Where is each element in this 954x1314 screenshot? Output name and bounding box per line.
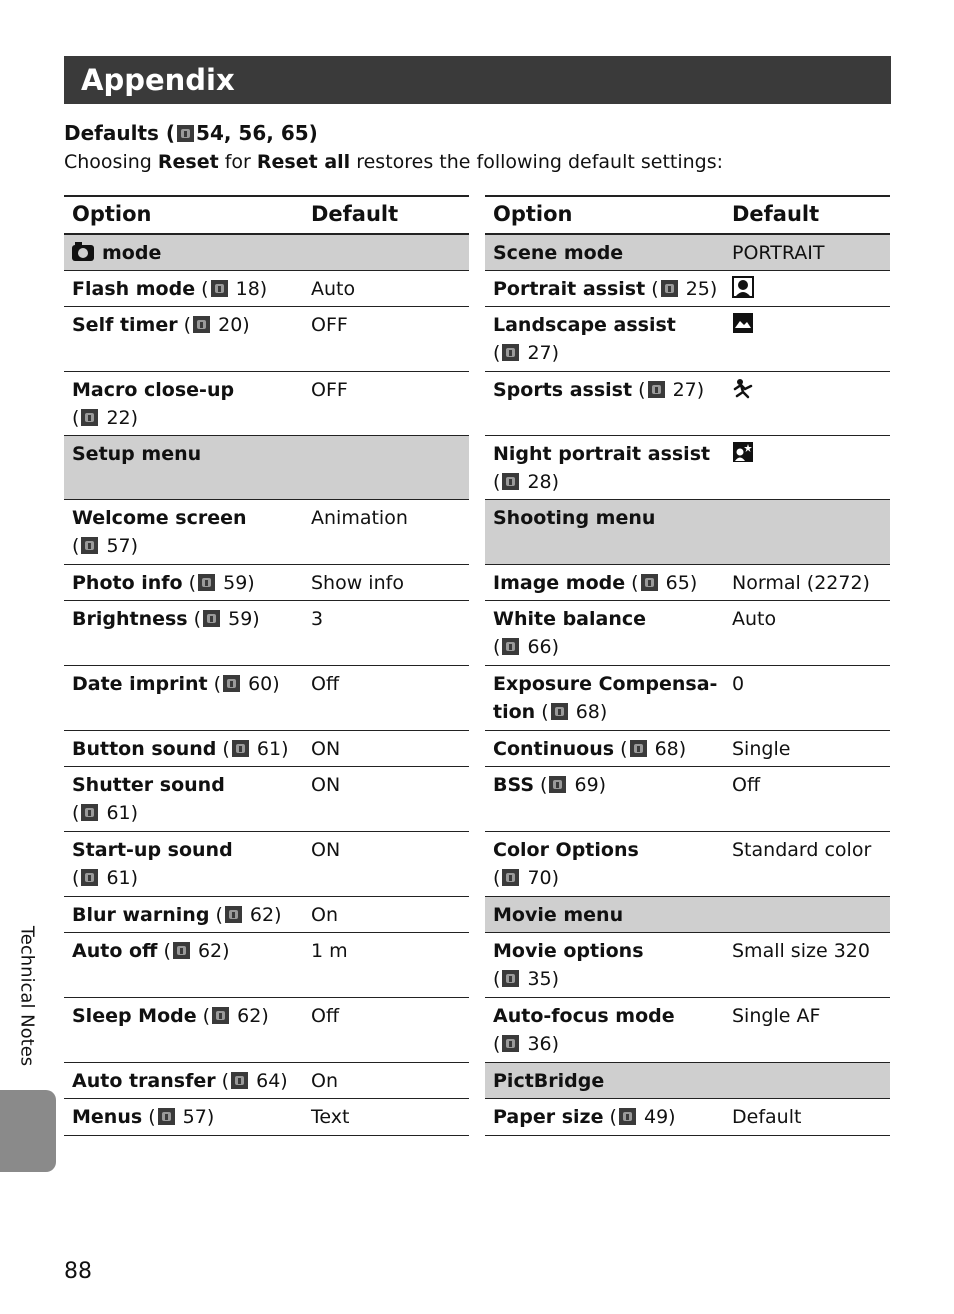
reference-icon <box>502 970 519 987</box>
table-row: Welcome screen ( 57) Animation <box>64 500 469 565</box>
table-row: Sports assist ( 27) <box>485 372 890 436</box>
intro-reset-all: Reset all <box>256 151 351 173</box>
default-value: Off <box>311 1005 340 1027</box>
table-row: Flash mode ( 18) Auto <box>64 271 469 307</box>
default-value: ON <box>311 839 341 861</box>
table-row: Macro close-up ( 22) OFF <box>64 372 469 436</box>
option-ref: 61) <box>256 738 289 760</box>
option-name: Image mode <box>493 572 626 594</box>
default-value: Off <box>732 774 761 796</box>
reference-icon <box>551 703 568 720</box>
portrait-assist-icon <box>732 276 754 298</box>
table-header <box>64 195 469 235</box>
reference-icon <box>193 316 210 333</box>
table-row: Auto-focus mode ( 36) Single AF <box>485 998 890 1063</box>
defaults-heading-label: Defaults ( <box>64 121 176 145</box>
option-name: Welcome screen <box>72 507 247 529</box>
option-ref: 61) <box>106 867 139 889</box>
reference-icon <box>173 942 190 959</box>
option-name: Exposure Compensa- <box>493 673 718 695</box>
intro-pre: Choosing <box>64 151 158 173</box>
default-value: Single AF <box>732 1005 821 1027</box>
reference-icon <box>81 537 98 554</box>
option-ref: 66) <box>527 636 560 658</box>
camera-icon <box>72 245 94 261</box>
table-row: Movie options ( 35) Small size 320 <box>485 933 890 998</box>
option-ref: 59) <box>228 608 260 630</box>
reference-icon <box>630 740 647 757</box>
reference-icon <box>177 125 194 142</box>
option-ref: 25) <box>685 278 718 300</box>
option-ref: 22) <box>106 407 139 429</box>
reference-icon <box>81 804 98 821</box>
default-value: ON <box>311 774 341 796</box>
table-row: Landscape assist ( 27) <box>485 307 890 372</box>
option-name: Blur warning <box>72 904 210 926</box>
reference-icon <box>158 1108 175 1125</box>
page-title: Appendix <box>81 63 235 97</box>
option-name: Sports assist <box>493 379 633 401</box>
column-header-option: Option <box>493 202 573 226</box>
option-name: Self timer <box>72 314 178 336</box>
default-value: Default <box>732 1106 802 1128</box>
default-value: OFF <box>311 314 348 336</box>
option-name: Paper size <box>493 1106 604 1128</box>
intro-post: restores the following default settings: <box>350 151 724 173</box>
default-value: Text <box>311 1106 350 1128</box>
option-ref: 57) <box>106 535 139 557</box>
table-row: Continuous ( 68) Single <box>485 731 890 767</box>
section-label: Scene mode <box>493 242 624 264</box>
reference-icon <box>232 740 249 757</box>
table-row: White balance ( 66) Auto <box>485 601 890 666</box>
section-pictbridge <box>485 1063 890 1099</box>
option-ref: 35) <box>527 968 560 990</box>
table-row: Color Options ( 70) Standard color <box>485 832 890 897</box>
default-value: Show info <box>311 572 404 594</box>
column-header-option: Option <box>72 202 152 226</box>
reference-icon <box>661 280 678 297</box>
section-label: PictBridge <box>493 1070 605 1092</box>
default-value: Auto <box>311 278 356 300</box>
table-row: Exposure Compensa- tion ( 68) 0 <box>485 666 890 731</box>
table-row: Button sound ( 61) ON <box>64 731 469 767</box>
table-row: Photo info ( 59) Show info <box>64 565 469 601</box>
default-value: 1 m <box>311 940 348 962</box>
reference-icon <box>81 869 98 886</box>
default-value: Off <box>311 673 340 695</box>
table-row: Auto off ( 62) 1 m <box>64 933 469 998</box>
option-ref: 36) <box>527 1033 560 1055</box>
option-ref: 64) <box>256 1070 288 1092</box>
table-row: Shutter sound ( 61) ON <box>64 767 469 832</box>
option-name: Night portrait assist <box>493 443 711 465</box>
reference-icon <box>502 638 519 655</box>
table-row: Self timer ( 20) OFF <box>64 307 469 372</box>
section-label: Shooting menu <box>493 507 656 529</box>
option-name: Shutter sound <box>72 774 225 796</box>
default-value: PORTRAIT <box>732 242 825 264</box>
option-ref: 57) <box>182 1106 215 1128</box>
option-ref: 28) <box>527 471 560 493</box>
table-row: Brightness ( 59) 3 <box>64 601 469 666</box>
option-ref: 27) <box>527 342 560 364</box>
reference-icon <box>549 776 566 793</box>
option-ref: 62) <box>197 940 230 962</box>
reference-icon <box>502 869 519 886</box>
reference-icon <box>619 1108 636 1125</box>
section-scene-mode <box>485 235 890 271</box>
option-ref: 20) <box>218 314 250 336</box>
default-value: 0 <box>732 673 745 695</box>
option-name: White balance <box>493 608 647 630</box>
option-ref: 59) <box>223 572 255 594</box>
option-ref: 27) <box>672 379 705 401</box>
default-value: On <box>311 904 338 926</box>
option-ref: 49) <box>643 1106 676 1128</box>
reference-icon <box>81 409 98 426</box>
option-name-cont: tion <box>493 701 536 723</box>
option-name: Start-up sound <box>72 839 233 861</box>
table-row: Start-up sound ( 61) ON <box>64 832 469 897</box>
column-header-default: Default <box>732 202 820 226</box>
intro-mid: for <box>218 151 257 173</box>
reference-icon <box>231 1072 248 1089</box>
table-row: Sleep Mode ( 62) Off <box>64 998 469 1063</box>
table-row: Image mode ( 65) Normal (2272) <box>485 565 890 601</box>
side-tab <box>0 1090 56 1172</box>
default-value: 3 <box>311 608 324 630</box>
reference-icon <box>198 574 215 591</box>
section-shooting-menu <box>485 500 890 565</box>
option-name: BSS <box>493 774 534 796</box>
option-name: Macro close-up <box>72 379 235 401</box>
reference-icon <box>502 473 519 490</box>
option-ref: 60) <box>248 673 280 695</box>
option-ref: 68) <box>575 701 608 723</box>
section-movie-menu <box>485 897 890 933</box>
reference-icon <box>212 1007 229 1024</box>
title-banner <box>64 56 891 104</box>
option-ref: 68) <box>654 738 687 760</box>
defaults-heading <box>64 119 318 147</box>
option-ref: 65) <box>665 572 698 594</box>
default-value: ON <box>311 738 341 760</box>
intro-text <box>64 148 723 176</box>
table-header <box>485 195 890 235</box>
default-value: Single <box>732 738 791 760</box>
landscape-assist-icon <box>732 312 754 334</box>
defaults-heading-refs: 54, 56, 65) <box>196 121 318 145</box>
option-name: Portrait assist <box>493 278 646 300</box>
table-row: Night portrait assist ( 28) <box>485 436 890 500</box>
table-row: Paper size ( 49) Default <box>485 1099 890 1136</box>
option-name: Date imprint <box>72 673 208 695</box>
default-value: OFF <box>311 379 348 401</box>
reference-icon <box>211 280 228 297</box>
option-ref: 61) <box>106 802 139 824</box>
default-value: Small size 320 <box>732 940 870 962</box>
section-label: Setup menu <box>72 443 202 465</box>
option-ref: 18) <box>235 278 268 300</box>
reference-icon <box>502 1035 519 1052</box>
option-name: Photo info <box>72 572 183 594</box>
option-name: Brightness <box>72 608 188 630</box>
side-section-label: Technical Notes <box>16 925 38 1067</box>
reference-icon <box>502 344 519 361</box>
option-ref: 62) <box>237 1005 269 1027</box>
sports-assist-icon <box>732 377 754 399</box>
intro-reset: Reset <box>157 151 219 173</box>
option-name: Auto off <box>72 940 158 962</box>
option-ref: 70) <box>527 867 560 889</box>
option-name: Auto transfer <box>72 1070 216 1092</box>
option-name: Movie options <box>493 940 644 962</box>
default-value: Auto <box>732 608 777 630</box>
option-name: Menus <box>72 1106 143 1128</box>
default-value: Normal (2272) <box>732 572 870 594</box>
table-row: Blur warning ( 62) On <box>64 897 469 933</box>
section-label: Movie menu <box>493 904 624 926</box>
option-name: Flash mode <box>72 278 196 300</box>
table-row: Auto transfer ( 64) On <box>64 1063 469 1099</box>
page-number: 88 <box>64 1259 92 1284</box>
reference-icon <box>223 675 240 692</box>
reference-icon <box>641 574 658 591</box>
table-row: BSS ( 69) Off <box>485 767 890 832</box>
night-portrait-assist-icon <box>732 441 754 463</box>
default-value: Animation <box>311 507 408 529</box>
option-ref: 69) <box>574 774 607 796</box>
table-row: Menus ( 57) Text <box>64 1099 469 1136</box>
option-ref: 62) <box>249 904 282 926</box>
table-row: Portrait assist ( 25) <box>485 271 890 307</box>
column-header-default: Default <box>311 202 399 226</box>
reference-icon <box>648 381 665 398</box>
default-value: On <box>311 1070 338 1092</box>
reference-icon <box>203 610 220 627</box>
option-name: Landscape assist <box>493 314 676 336</box>
default-value: Standard color <box>732 839 872 861</box>
option-name: Color Options <box>493 839 639 861</box>
section-camera-mode <box>64 235 469 271</box>
option-name: Button sound <box>72 738 217 760</box>
section-setup-menu <box>64 436 469 500</box>
table-row: Date imprint ( 60) Off <box>64 666 469 731</box>
option-name: Sleep Mode <box>72 1005 197 1027</box>
section-label: mode <box>102 242 162 264</box>
option-name: Continuous <box>493 738 615 760</box>
option-name: Auto-focus mode <box>493 1005 675 1027</box>
reference-icon <box>225 906 242 923</box>
